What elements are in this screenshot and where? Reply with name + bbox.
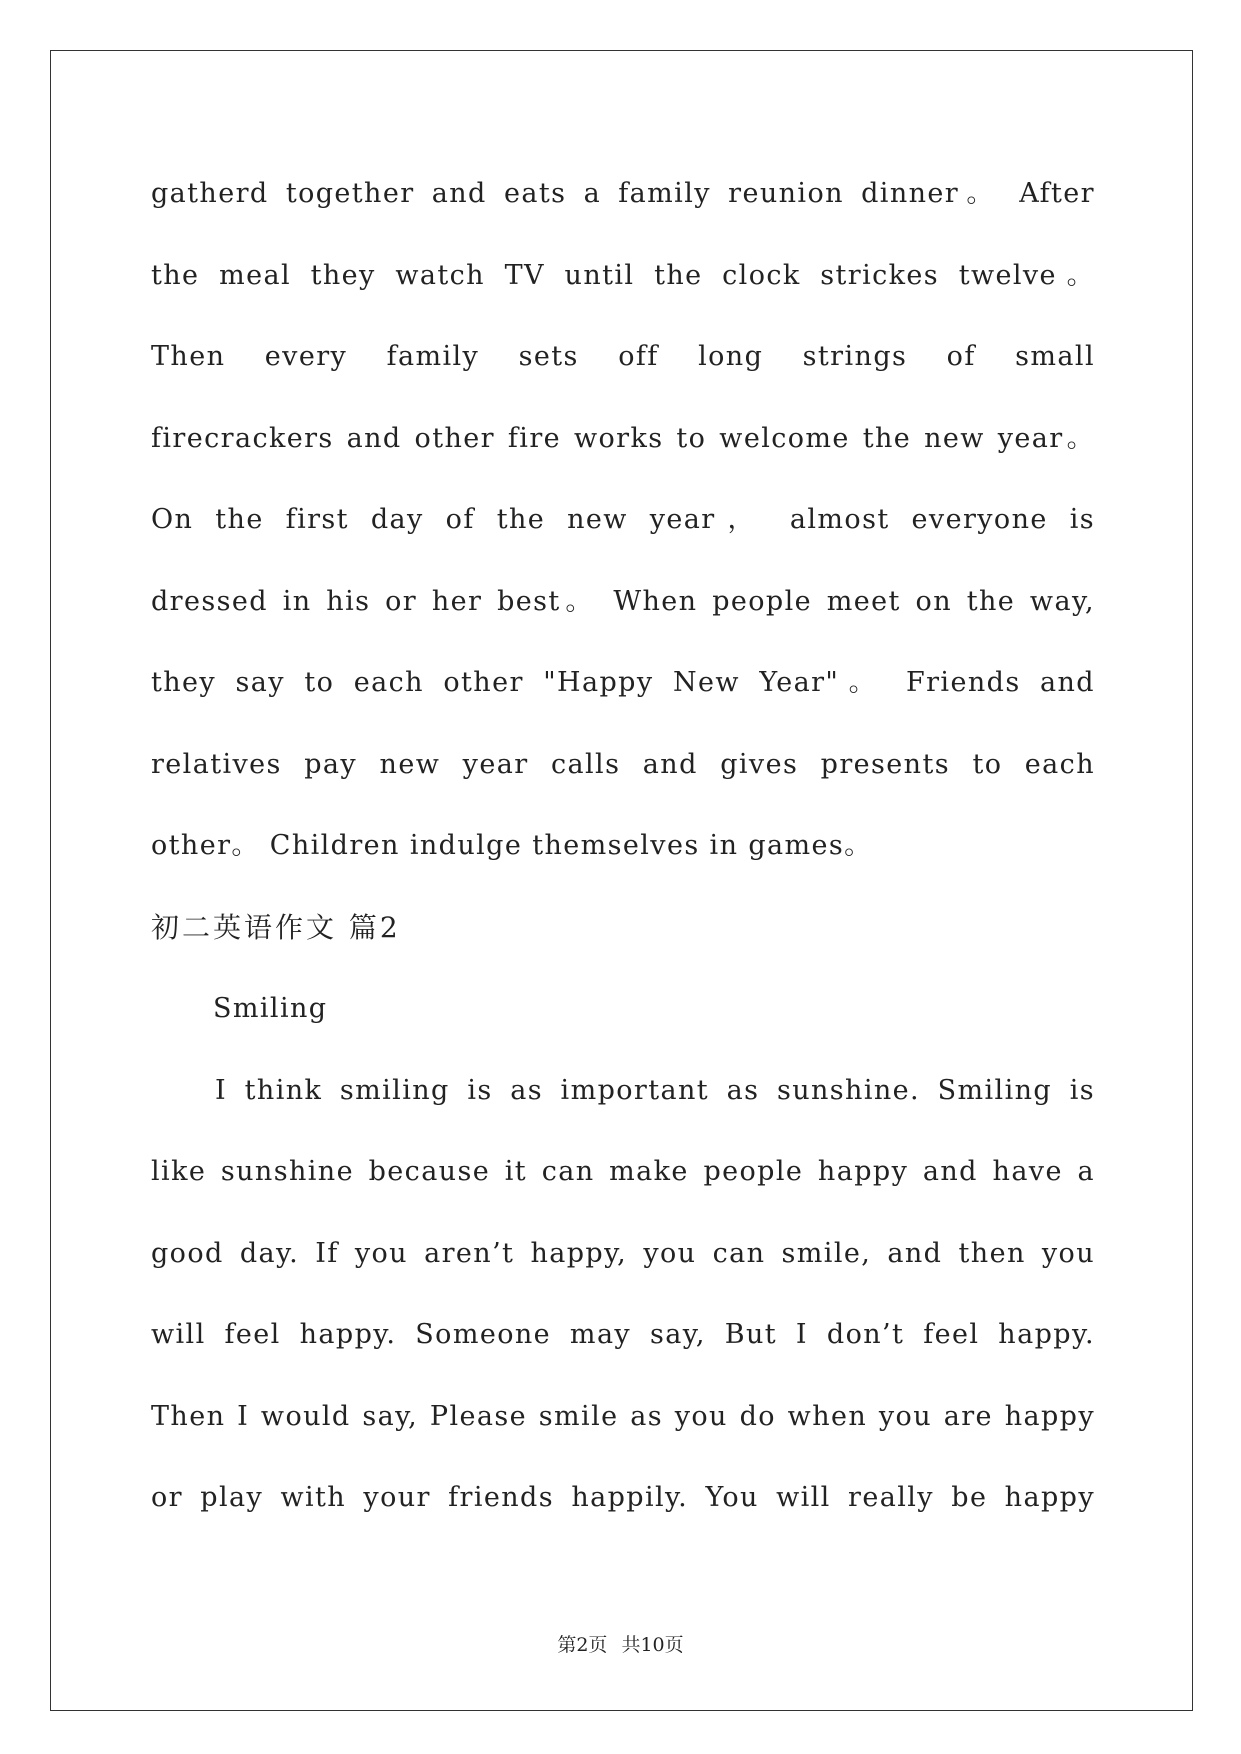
section-heading: 初二英语作文 篇2 xyxy=(151,910,401,944)
text-line: the meal they watch TV until the clock strickes twelve。 xyxy=(151,259,1095,291)
text-line: or play with your friends happily. You will really be happy xyxy=(151,1482,1095,1513)
text-line: Then I would say, Please smile as you do when you are happy xyxy=(151,1400,1095,1432)
text-line: I think smiling is as important as sunshine. Smiling is xyxy=(215,1074,1095,1106)
document-body xyxy=(151,162,1095,1548)
essay-title: Smiling xyxy=(213,993,328,1024)
text-line: relatives pay new year calls and gives presents to each xyxy=(151,748,1095,780)
text-line: other。 Children indulge themselves in games。 xyxy=(151,830,873,861)
text-line: they say to each other "Happy New Year"。 Friends and xyxy=(151,667,1095,698)
text-line: good day. If you aren’t happy, you can smile, and then you xyxy=(151,1237,1095,1269)
page-number: 第2页 共10页 xyxy=(557,1634,684,1656)
paragraph-2 xyxy=(151,1059,1095,1548)
text-line: On the first day of the new year， almost everyone is xyxy=(151,504,1095,535)
paragraph-1 xyxy=(151,162,1095,896)
text-line: will feel happy. Someone may say, But I don’t feel happy. xyxy=(151,1319,1095,1350)
text-line: Then every family sets off long strings of small xyxy=(151,341,1095,372)
text-line: firecrackers and other fire works to welcome the new year。 xyxy=(151,422,1095,454)
text-line: gatherd together and eats a family reunion dinner。 After xyxy=(151,178,1095,209)
text-line: like sunshine because it can make people happy and have a xyxy=(151,1156,1095,1187)
text-line: dressed in his or her best。 When people meet on the way, xyxy=(151,585,1095,617)
